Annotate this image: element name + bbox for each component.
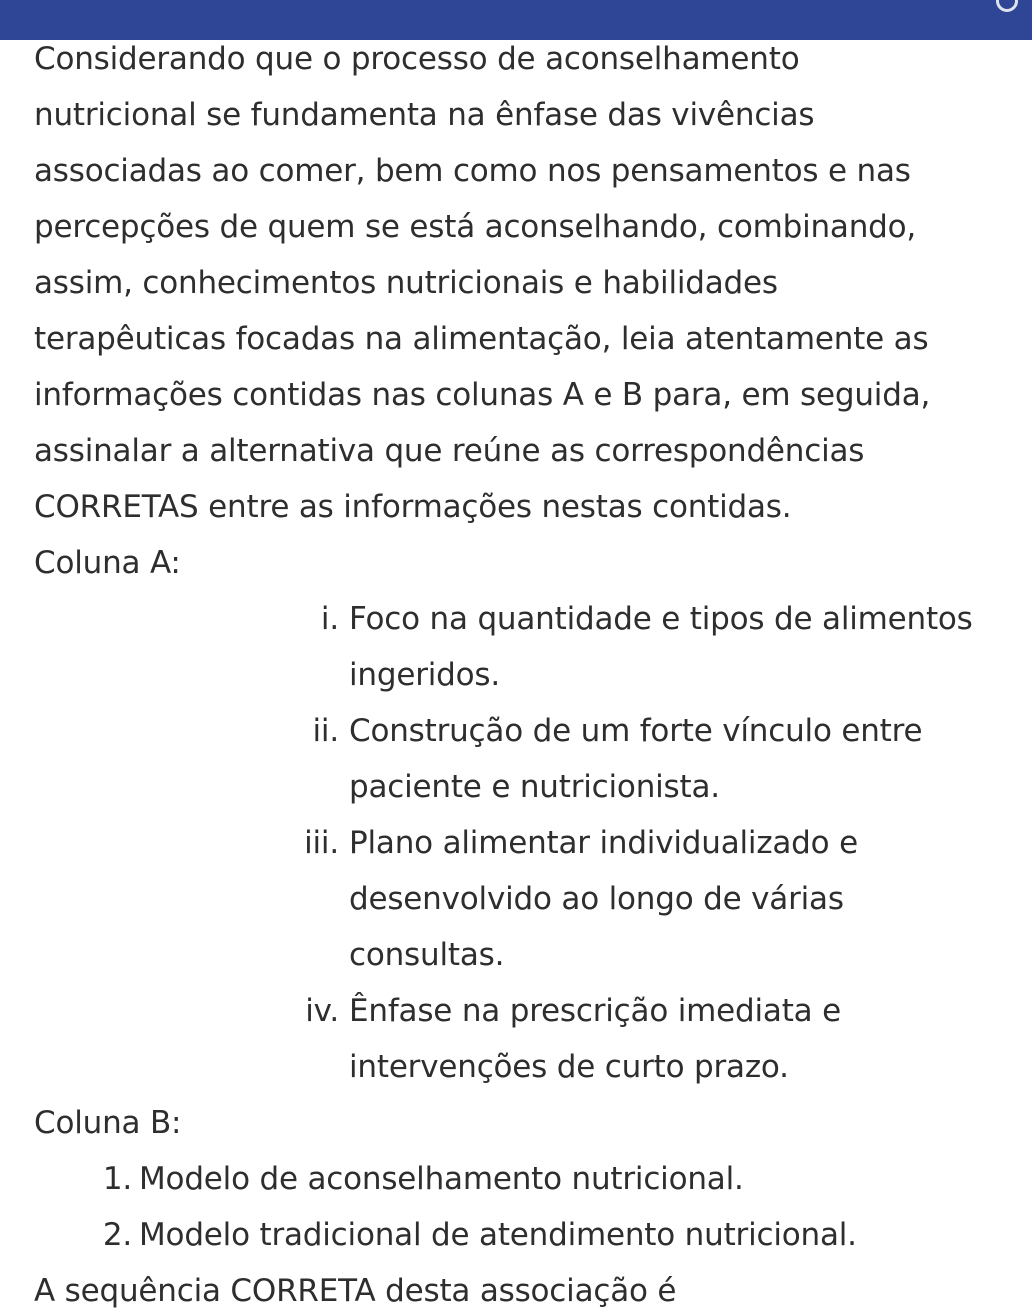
list-item	[34, 983, 1024, 1095]
list-item-line: ingeridos.	[349, 657, 501, 693]
list-item-line: intervenções de curto prazo.	[349, 1049, 789, 1085]
list-item-text: Modelo de aconselhamento nutricional.	[139, 1161, 744, 1197]
question-line: informações contidas nas colunas A e B para, em seguida,	[34, 377, 931, 413]
question-line: assinalar a alternativa que reúne as correspondências	[34, 433, 865, 469]
question-line: CORRETAS entre as informações nestas contidas.	[34, 489, 792, 525]
list-marker: iv.	[305, 993, 339, 1029]
question-line: Considerando que o processo de aconselhamento	[34, 41, 800, 77]
list-item	[34, 1151, 1024, 1207]
list-item-line: Plano alimentar individualizado e	[349, 825, 858, 861]
menu-icon[interactable]	[996, 0, 1018, 12]
coluna-b-list	[34, 1151, 1024, 1263]
list-item-line: consultas.	[349, 937, 505, 973]
coluna-a-label: Coluna A:	[34, 545, 181, 581]
question-line: percepções de quem se está aconselhando, combinando,	[34, 209, 917, 245]
list-item-line: Ênfase na prescrição imediata e	[349, 993, 841, 1029]
list-marker: iii.	[304, 825, 339, 861]
question-line: nutricional se fundamenta na ênfase das vivências	[34, 97, 815, 133]
list-item-line: desenvolvido ao longo de várias	[349, 881, 844, 917]
question-line: associadas ao comer, bem como nos pensamentos e nas	[34, 153, 911, 189]
coluna-a-list	[34, 591, 1024, 1095]
question-line: assim, conhecimentos nutricionais e habilidades	[34, 265, 778, 301]
question-line: terapêuticas focadas na alimentação, leia atentamente as	[34, 321, 929, 357]
list-item	[34, 1207, 1024, 1263]
coluna-b-label: Coluna B:	[34, 1105, 182, 1141]
list-marker: ii.	[312, 713, 339, 749]
list-item	[34, 591, 1024, 703]
list-marker: 1.	[102, 1161, 132, 1197]
list-item	[34, 703, 1024, 815]
list-marker: i.	[320, 601, 339, 637]
question-content	[34, 31, 1024, 1309]
list-item-line: Construção de um forte vínculo entre	[349, 713, 923, 749]
list-item	[34, 815, 1024, 983]
list-item-line: paciente e nutricionista.	[349, 769, 720, 805]
list-marker: 2.	[102, 1217, 132, 1253]
closing-text: A sequência CORRETA desta associação é	[34, 1273, 677, 1309]
list-item-text: Modelo tradicional de atendimento nutricional.	[139, 1217, 857, 1253]
list-item-line: Foco na quantidade e tipos de alimentos	[349, 601, 973, 637]
question-text	[34, 31, 1024, 535]
